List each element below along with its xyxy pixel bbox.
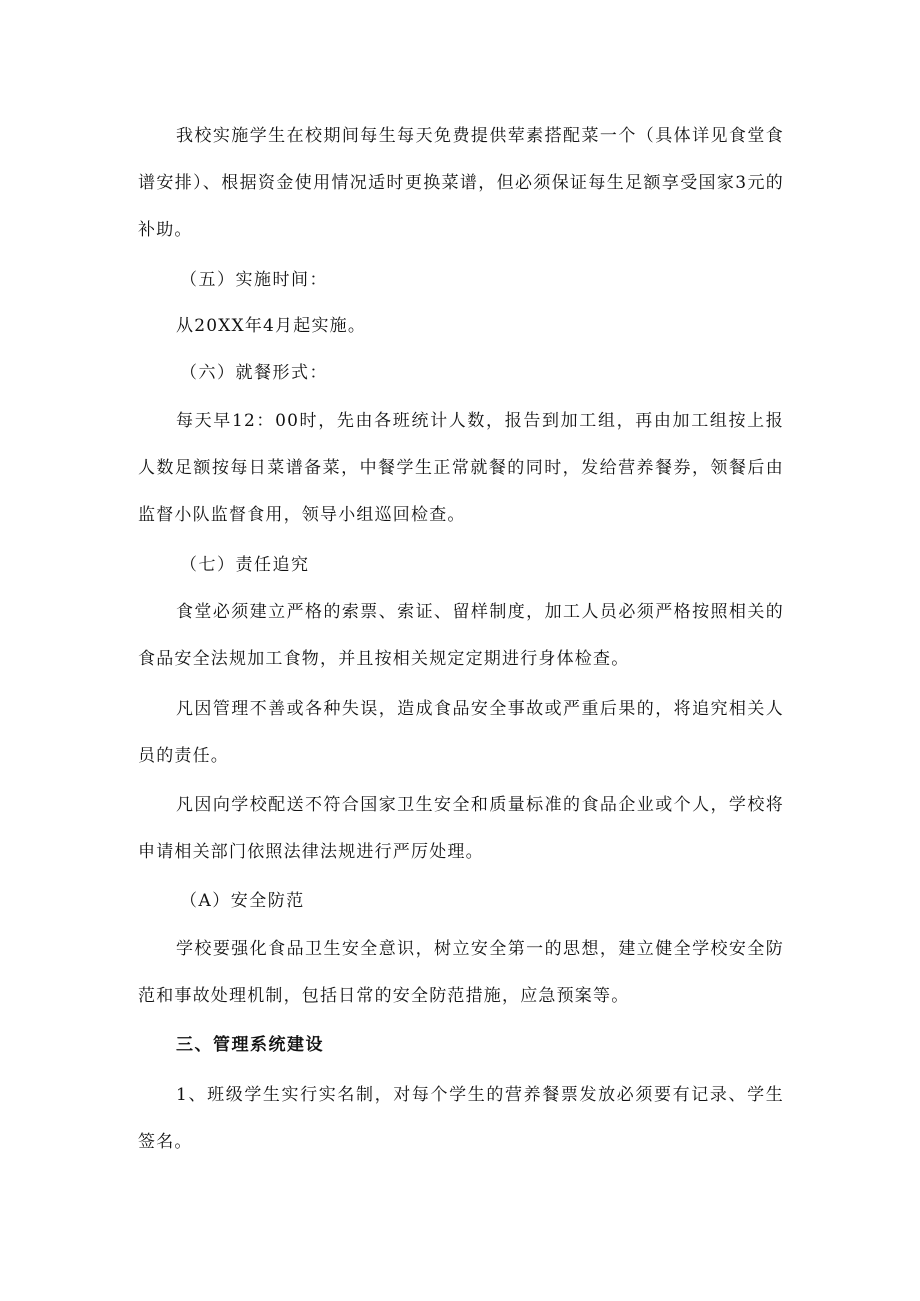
paragraph-class-registration: 1、班级学生实行实名制，对每个学生的营养餐票发放必须要有记录、学生签名。 [138, 1085, 784, 1152]
heading-dining-form: （六）就餐形式： [180, 363, 328, 383]
paragraph-meal-provision: 我校实施学生在校期间每生每天免费提供荤素搭配菜一个（具体详见食堂食谱安排）、根据资金使用情况适时更换菜谱，但必须保证每生足额享受国家3元的补助。 [138, 126, 784, 240]
paragraph-implementation-date: 从20XX年4月起实施。 [176, 316, 367, 336]
paragraph-canteen-system: 食堂必须建立严格的索票、索证、留样制度，加工人员必须严格按照相关的食品安全法规加工食物，并且按相关规定定期进行身体检查。 [138, 602, 784, 669]
paragraph-management-failure: 凡因管理不善或各种失误，造成食品安全事故或严重后果的，将追究相关人员的责任。 [138, 699, 784, 766]
heading-safety-prevention: （A）安全防范 [180, 891, 305, 911]
paragraph-safety-awareness: 学校要强化食品卫生安全意识，树立安全第一的思想，建立健全学校安全防范和事故处理机制，包括日常的安全防范措施，应急预案等。 [138, 939, 784, 1006]
heading-management-system: 三、管理系统建设 [176, 1035, 324, 1055]
heading-implementation-time: （五）实施时间： [180, 270, 328, 290]
paragraph-dining-process: 每天早12：00时，先由各班统计人数，报告到加工组，再由加工组按上报人数足额按每日菜谱备菜，中餐学生正常就餐的同时，发给营养餐券，领餐后由监督小队监督食用，领导小组巡回检查。 [138, 411, 784, 525]
paragraph-supplier-liability: 凡因向学校配送不符合国家卫生安全和质量标准的食品企业或个人，学校将申请相关部门依照法律法规进行严厉处理。 [138, 795, 784, 862]
heading-accountability: （七）责任追究 [180, 555, 310, 575]
